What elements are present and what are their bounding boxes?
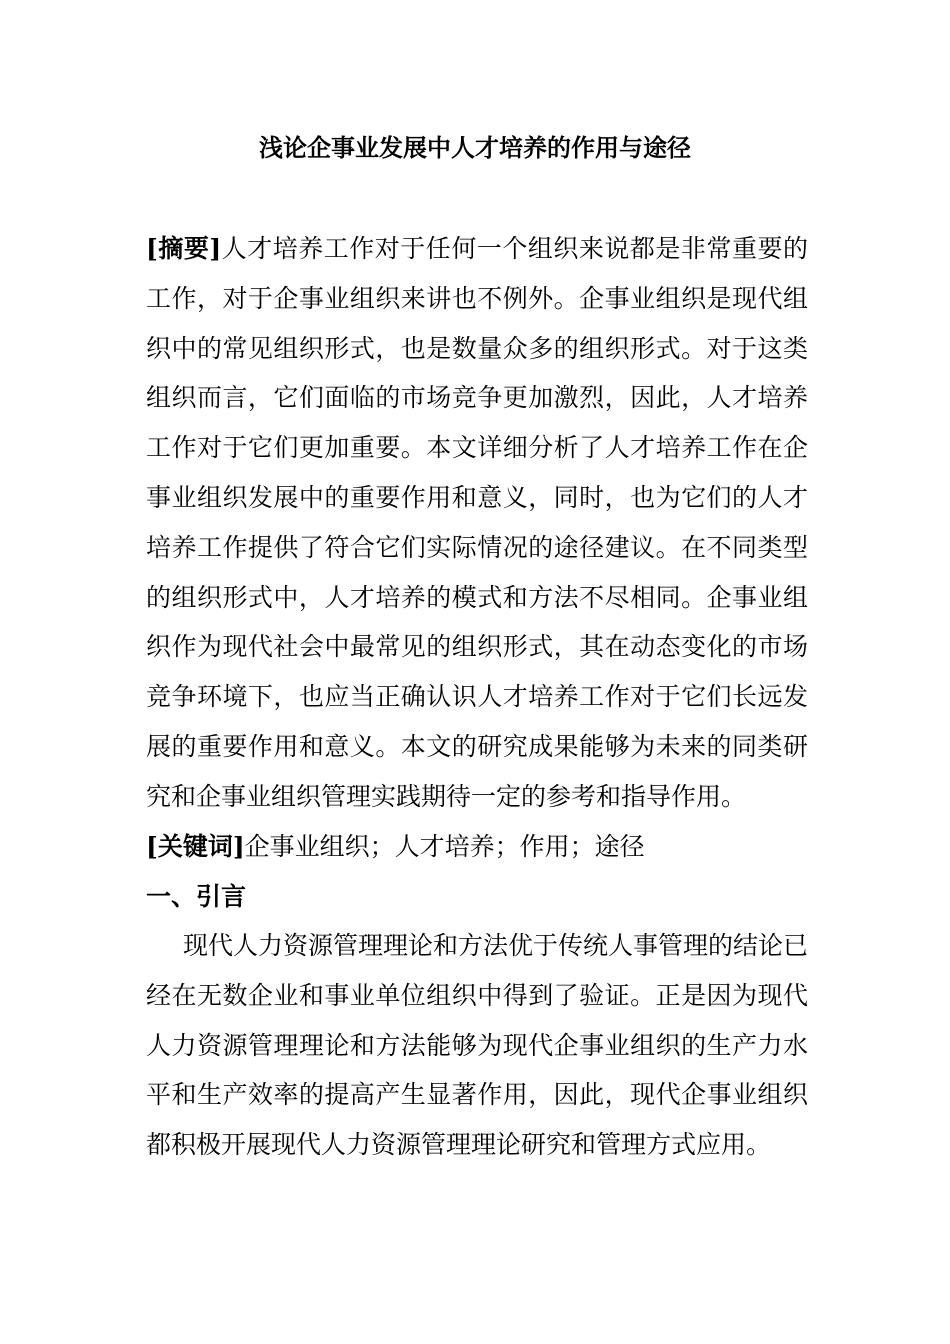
abstract-paragraph xyxy=(146,224,808,822)
keywords-line xyxy=(146,822,808,872)
keywords-text: 企事业组织；人才培养；作用；途径 xyxy=(244,832,645,861)
abstract-label: [摘要] xyxy=(146,234,222,263)
intro-paragraph: 现代人力资源管理理论和方法优于传统人事管理的结论已经在无数企业和事业单位组织中得到了验证。正是因为现代人力资源管理理论和方法能够为现代企事业组织的生产力水平和生产效率的提高产生显著作用，因此，现代企事业组织都积极开展现代人力资源管理理论研究和管理方式应用。 xyxy=(146,931,809,1160)
keywords-label: [关键词] xyxy=(146,832,245,861)
section-heading: 一、引言 xyxy=(146,882,247,911)
document-title: 浅论企事业发展中人才培养的作用与途径 xyxy=(259,133,691,162)
abstract-text: 人才培养工作对于任何一个组织来说都是非常重要的工作，对于企事业组织来讲也不例外。企事业组织是现代组织中的常见组织形式，也是数量众多的组织形式。对于这类组织而言，它们面临的市场竞争更加激烈，因此，人才培养工作对于它们更加重要。本文详细分析了人才培养工作在企事业组织发展中的重要作用和意义，同时，也为它们的人才培养工作提供了符合它们实际情况的途径建议。在不同类型的组织形式中，人才培养的模式和方法不尽相同。企事业组织作为现代社会中最常见的组织形式，其在动态变化的市场竞争环境下，也应当正确认识人才培养工作对于它们长远发展的重要作用和意义。本文的研究成果能够为未来的同类研究和企事业组织管理实践期待一定的参考和指导作用。 xyxy=(146,234,808,811)
